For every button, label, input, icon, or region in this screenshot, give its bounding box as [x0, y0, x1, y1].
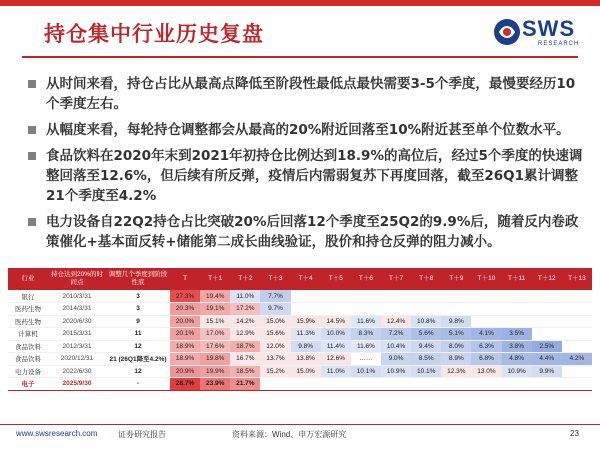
column-header: T＋13 [562, 268, 592, 290]
logo-subtext: RESEARCH [538, 41, 580, 47]
page-title: 持仓集中行业历史复盘 [44, 21, 264, 46]
bullet-square-icon [28, 152, 36, 160]
value-cell: 17.0% [200, 328, 230, 341]
top-accent-bar [0, 0, 600, 6]
table-header-row [8, 268, 592, 290]
value-cell [502, 290, 532, 303]
value-cell: 3.8% [502, 340, 532, 353]
sws-logo [492, 14, 578, 54]
bullet-item [28, 74, 584, 114]
value-cell: 11.0% [230, 290, 260, 303]
column-header: T＋11 [502, 268, 532, 290]
sws-logo-icon [492, 17, 522, 47]
industry-cell: 食品饮料 [8, 353, 48, 366]
bullet-list [28, 74, 584, 258]
page-number: 23 [570, 429, 579, 438]
value-cell: 20.0% [170, 315, 200, 328]
holding-history-table [8, 268, 592, 391]
industry-cell: 医药生物 [8, 303, 48, 316]
value-cell: 8.3% [351, 328, 381, 341]
value-cell [532, 290, 562, 303]
value-cell: 9.8% [291, 340, 321, 353]
value-cell: …… [351, 353, 381, 366]
quarters-cell: 12 [106, 365, 170, 378]
quarters-cell: 3 [106, 290, 170, 303]
table-body [8, 290, 592, 390]
value-cell: 15.2% [260, 365, 290, 378]
peak-date-cell: 2010/3/31 [48, 290, 106, 303]
table-row [8, 353, 592, 366]
value-cell: 19.4% [200, 290, 230, 303]
table-row [8, 378, 592, 391]
quarters-cell: - [106, 378, 170, 391]
table-row [8, 340, 592, 353]
value-cell [260, 378, 290, 391]
column-header: T＋12 [532, 268, 562, 290]
column-header: T＋5 [321, 268, 351, 290]
footer-website: www.swsresearch.com [16, 429, 98, 438]
value-cell: 15.9% [291, 315, 321, 328]
value-cell: 3.5% [502, 328, 532, 341]
value-cell: 7.2% [381, 328, 411, 341]
value-cell: 20.1% [170, 328, 200, 341]
value-cell: 19.1% [200, 303, 230, 316]
value-cell: 10.4% [381, 340, 411, 353]
value-cell: 19.8% [200, 353, 230, 366]
value-cell: 18.7% [230, 340, 260, 353]
footer-divider [0, 424, 600, 425]
value-cell: 15.1% [200, 315, 230, 328]
value-cell: 8.9% [441, 353, 471, 366]
value-cell: 8.5% [411, 353, 441, 366]
value-cell: 9.9% [532, 365, 562, 378]
quarters-cell: 12 [106, 340, 170, 353]
value-cell: 13.0% [471, 365, 501, 378]
column-header: T＋3 [260, 268, 290, 290]
column-header: T＋2 [230, 268, 260, 290]
industry-cell: 电力设备 [8, 365, 48, 378]
value-cell [562, 315, 592, 328]
value-cell: 21.7% [230, 378, 260, 391]
value-cell [471, 303, 501, 316]
bullet-text: 从幅度来看，每轮持仓调整都会从最高的20%附近回落至10%附近甚至单个位数水平。 [46, 122, 570, 138]
value-cell [411, 378, 441, 391]
value-cell [562, 365, 592, 378]
value-cell [471, 315, 501, 328]
industry-cell: 食品饮料 [8, 340, 48, 353]
bullet-square-icon [28, 80, 36, 88]
peak-date-cell: 2022/6/30 [48, 365, 106, 378]
value-cell: 12.4% [381, 315, 411, 328]
value-cell [351, 378, 381, 391]
value-cell: 12.9% [230, 328, 260, 341]
quarters-cell: 3 [106, 303, 170, 316]
peak-date-cell: 2012/3/31 [48, 340, 106, 353]
value-cell: 13.8% [291, 353, 321, 366]
value-cell: 4.8% [502, 353, 532, 366]
peak-date-cell: 2015/3/31 [48, 328, 106, 341]
value-cell [441, 290, 471, 303]
value-cell [291, 303, 321, 316]
value-cell: 12.0% [260, 340, 290, 353]
quarters-cell: 11 [106, 328, 170, 341]
value-cell: 11.6% [351, 340, 381, 353]
value-cell: 10.0% [321, 328, 351, 341]
value-cell: 10.9% [381, 365, 411, 378]
value-cell: 28.7% [170, 378, 200, 391]
value-cell: 7.7% [260, 290, 290, 303]
column-header: 行业 [8, 268, 48, 290]
logo-text: SWS [522, 16, 576, 41]
value-cell: 10.1% [351, 365, 381, 378]
value-cell [351, 290, 381, 303]
value-cell: 12.6% [321, 353, 351, 366]
column-header: 持仓达到20%的时间点 [48, 268, 106, 290]
value-cell: 17.2% [230, 303, 260, 316]
value-cell: 15.0% [260, 315, 290, 328]
footer-label: 证券研究报告 [118, 430, 166, 439]
value-cell: 13.7% [260, 353, 290, 366]
value-cell [562, 290, 592, 303]
value-cell: 15.0% [291, 365, 321, 378]
table-row [8, 303, 592, 316]
bullet-text: 从时间来看，持仓占比从最高点降低至阶段性最低点最快需要3-5个季度，最慢要经历10个季度左右。 [46, 76, 576, 112]
value-cell [471, 290, 501, 303]
value-cell: 9.8% [441, 315, 471, 328]
value-cell: 4.2% [562, 353, 592, 366]
value-cell: 12.3% [441, 365, 471, 378]
value-cell: 11.0% [321, 365, 351, 378]
value-cell: 5.6% [411, 328, 441, 341]
value-cell [562, 378, 592, 391]
value-cell [381, 378, 411, 391]
value-cell [381, 303, 411, 316]
column-header: T＋6 [351, 268, 381, 290]
value-cell: 11.6% [351, 315, 381, 328]
value-cell: 17.6% [200, 340, 230, 353]
column-header: T＋8 [411, 268, 441, 290]
industry-cell: 计算机 [8, 328, 48, 341]
bullet-text: 电力设备自22Q2持仓占比突破20%后回落12个季度至25Q2的9.9%后，随着反内卷政策催化+基本面反转+储能第二成长曲线验证，股价和持仓反弹的阻力减小。 [46, 214, 579, 250]
column-header: 调整几个季度到阶段性底 [106, 268, 170, 290]
value-cell: 8.0% [441, 340, 471, 353]
value-cell [532, 378, 562, 391]
footer-source: 资料来源：Wind、申万宏源研究 [232, 430, 347, 439]
value-cell [291, 378, 321, 391]
value-cell: 18.5% [230, 365, 260, 378]
value-cell [562, 340, 592, 353]
value-cell: 20.3% [170, 303, 200, 316]
value-cell: 16.7% [230, 353, 260, 366]
table-row [8, 328, 592, 341]
value-cell: 9.4% [411, 340, 441, 353]
value-cell [471, 378, 501, 391]
column-header: T＋1 [200, 268, 230, 290]
value-cell: 9.7% [260, 303, 290, 316]
value-cell: 18.9% [170, 340, 200, 353]
value-cell: 14.2% [230, 315, 260, 328]
bullet-item [28, 120, 584, 140]
value-cell [351, 303, 381, 316]
value-cell: 6.8% [471, 353, 501, 366]
quarters-cell: 9 [106, 315, 170, 328]
title-divider [22, 56, 578, 58]
value-cell [502, 378, 532, 391]
column-header: T＋4 [291, 268, 321, 290]
table-row [8, 365, 592, 378]
column-header: T＋10 [471, 268, 501, 290]
value-cell [321, 378, 351, 391]
value-cell: 10.9% [502, 365, 532, 378]
value-cell [321, 290, 351, 303]
value-cell: 10.8% [411, 315, 441, 328]
peak-date-cell: 2020/6/30 [48, 315, 106, 328]
bullet-square-icon [28, 126, 36, 134]
value-cell: 11.4% [321, 340, 351, 353]
value-cell [502, 315, 532, 328]
bullet-text: 食品饮料在2020年末到2021年初持仓比例达到18.9%的高位后，经过5个季度的快速调整回落至12.6%，但后续有所反弹，疫情后内需弱复苏下再度回落，截至26Q1累计调整21个季度至4.2% [46, 148, 583, 204]
column-header: T＋7 [381, 268, 411, 290]
value-cell: 20.9% [170, 365, 200, 378]
table-row [8, 290, 592, 303]
value-cell [532, 328, 562, 341]
value-cell [562, 303, 592, 316]
value-cell: 4.1% [471, 328, 501, 341]
value-cell [441, 378, 471, 391]
value-cell: 27.3% [170, 290, 200, 303]
value-cell: 6.3% [471, 340, 501, 353]
value-cell [562, 328, 592, 341]
value-cell: 9.0% [381, 353, 411, 366]
table-row [8, 315, 592, 328]
value-cell: 4.4% [532, 353, 562, 366]
value-cell: 14.5% [321, 315, 351, 328]
value-cell [532, 303, 562, 316]
value-cell: 11.3% [291, 328, 321, 341]
value-cell [381, 290, 411, 303]
value-cell: 19.9% [200, 365, 230, 378]
value-cell [291, 290, 321, 303]
value-cell: 10.1% [411, 365, 441, 378]
value-cell [441, 303, 471, 316]
bullet-square-icon [28, 218, 36, 226]
value-cell [502, 303, 532, 316]
peak-date-cell: 2025/9/30 [48, 378, 106, 391]
industry-cell: 银行 [8, 290, 48, 303]
value-cell [411, 290, 441, 303]
bullet-item [28, 146, 584, 206]
peak-date-cell: 2014/3/31 [48, 303, 106, 316]
value-cell [532, 315, 562, 328]
column-header: T [170, 268, 200, 290]
value-cell: 2.5% [532, 340, 562, 353]
peak-date-cell: 2020/12/31 [48, 353, 106, 366]
quarters-cell: 21 (26Q1降至4.2%) [106, 353, 170, 366]
value-cell: 5.1% [441, 328, 471, 341]
value-cell: 23.9% [200, 378, 230, 391]
bullet-item [28, 212, 584, 252]
value-cell [321, 303, 351, 316]
value-cell [411, 303, 441, 316]
column-header: T＋9 [441, 268, 471, 290]
industry-cell: 医药生物 [8, 315, 48, 328]
industry-cell: 电子 [8, 378, 48, 391]
value-cell: 18.9% [170, 353, 200, 366]
value-cell: 15.6% [260, 328, 290, 341]
